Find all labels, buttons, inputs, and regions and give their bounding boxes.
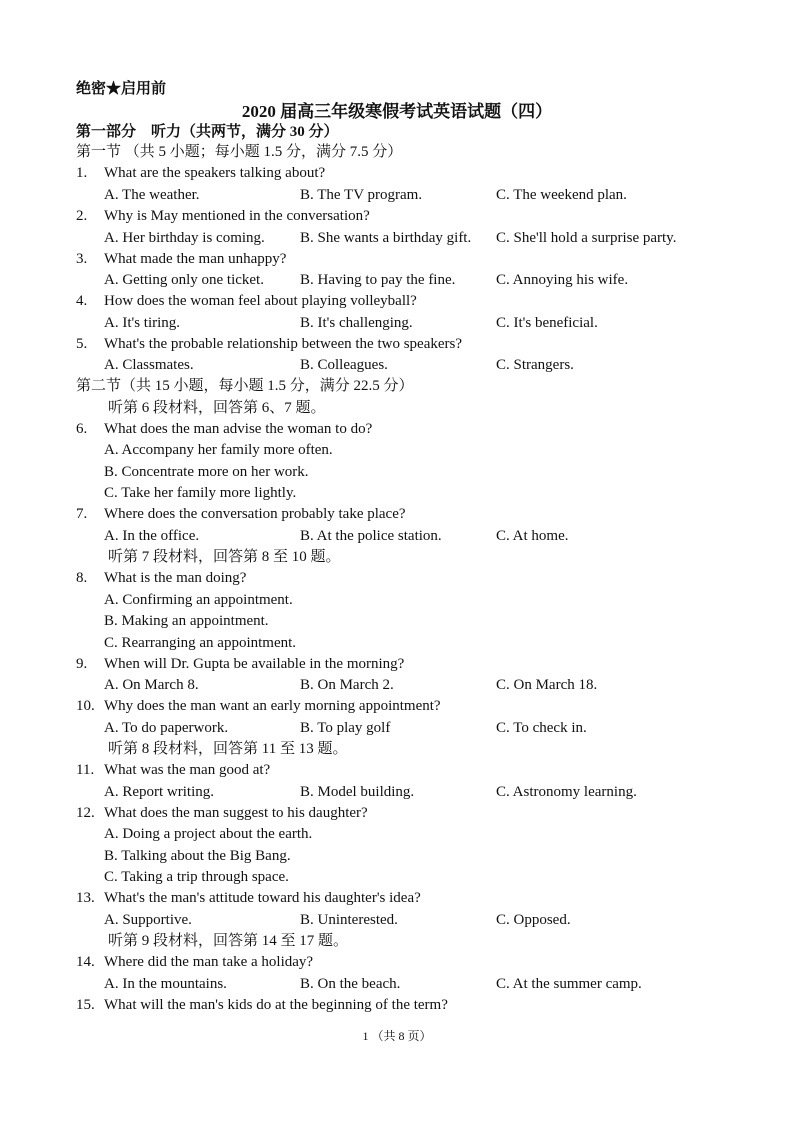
options-line [0,227,794,249]
option-a: A. In the mountains. [104,976,227,992]
options-line [0,269,794,291]
options-line [0,973,794,995]
options-line [0,781,794,803]
question-line [0,162,794,184]
part-heading: 第一部分 听力（共两节，满分 30 分） [76,124,339,140]
question-number: 10. [76,698,95,714]
option-c: C. Take her family more lightly. [104,485,297,501]
option-c: C. On March 18. [496,677,598,693]
instruction-line [0,546,794,568]
instruction-line [0,930,794,952]
option-a: A. Classmates. [104,357,194,373]
option-a: A. Getting only one ticket. [104,272,264,288]
question-number: 11. [76,762,95,778]
option-c: C. Strangers. [496,357,574,373]
question-line [0,567,794,589]
option-a: A. In the office. [104,528,200,544]
page-title: 2020 届高三年级寒假考试英语试题（四） [241,102,553,121]
option-c: C. Astronomy learning. [496,784,637,800]
question-text: What does the man suggest to his daughter? [104,805,368,821]
question-text: Where did the man take a holiday? [104,954,314,970]
question-number: 15. [76,997,95,1013]
question-line [0,418,794,440]
question-line [0,503,794,525]
question-number: 9. [76,656,88,672]
question-text: What does the man advise the woman to do? [104,421,373,437]
listening-instruction: 听第 6 段材料，回答第 6、7 题。 [108,400,326,416]
question-text: What are the speakers talking about? [104,165,326,181]
option-c: C. To check in. [496,720,587,736]
listening-instruction: 听第 7 段材料，回答第 8 至 10 题。 [108,549,341,565]
option-b: B. On the beach. [300,976,401,992]
option-b: B. On March 2. [300,677,394,693]
option-c: C. At home. [496,528,569,544]
option-line [0,439,794,461]
option-a: A. To do paperwork. [104,720,229,736]
option-b: B. The TV program. [300,187,423,203]
option-b: B. Talking about the Big Bang. [104,848,291,864]
question-line [0,802,794,824]
option-a: A. Supportive. [104,912,192,928]
option-a: A. It's tiring. [104,315,181,331]
option-c: C. Taking a trip through space. [104,869,289,885]
options-line [0,312,794,334]
question-line [0,653,794,675]
option-line [0,866,794,888]
question-number: 6. [76,421,88,437]
listening-instruction: 听第 9 段材料，回答第 14 至 17 题。 [108,933,349,949]
question-text: What made the man unhappy? [104,251,287,267]
option-b: B. Model building. [300,784,415,800]
option-a: A. Confirming an appointment. [104,592,293,608]
options-line [0,525,794,547]
option-a: A. Report writing. [104,784,214,800]
secret-label: 绝密★启用前 [76,81,167,97]
option-line [0,482,794,504]
options-line [0,184,794,206]
options-line [0,717,794,739]
option-c: C. Rearranging an appointment. [104,635,297,651]
option-a: A. Her birthday is coming. [104,230,265,246]
section-heading [0,375,794,397]
question-number: 3. [76,251,88,267]
option-line [0,589,794,611]
question-line [0,290,794,312]
option-line [0,461,794,483]
option-b: B. To play golf [300,720,391,736]
option-a: A. Doing a project about the earth. [104,826,313,842]
option-c: C. Annoying his wife. [496,272,629,288]
option-b: B. Uninterested. [300,912,398,928]
instruction-line [0,397,794,419]
question-text: Where does the conversation probably take place? [104,506,406,522]
option-c: C. It's beneficial. [496,315,598,331]
question-text: Why does the man want an early morning appointment? [104,698,441,714]
option-b: B. Colleagues. [300,357,388,373]
question-number: 13. [76,890,95,906]
question-line [0,248,794,270]
question-text: What's the probable relationship between the two speakers? [104,336,462,352]
option-line [0,610,794,632]
question-text: Why is May mentioned in the conversation? [104,208,370,224]
question-text: What will the man's kids do at the beginning of the term? [104,997,448,1013]
question-number: 4. [76,293,88,309]
option-c: C. At the summer camp. [496,976,642,992]
question-line [0,887,794,909]
question-text: What was the man good at? [104,762,271,778]
options-line [0,674,794,696]
option-a: A. On March 8. [104,677,199,693]
question-line [0,205,794,227]
listening-instruction: 听第 8 段材料，回答第 11 至 13 题。 [108,741,348,757]
option-b: B. Making an appointment. [104,613,269,629]
options-line [0,909,794,931]
question-line [0,951,794,973]
question-number: 5. [76,336,88,352]
question-line [0,333,794,355]
option-c: C. She'll hold a surprise party. [496,230,677,246]
option-b: B. She wants a birthday gift. [300,230,472,246]
question-text: How does the woman feel about playing volleyball? [104,293,417,309]
option-a: A. The weather. [104,187,200,203]
question-line [0,994,794,1016]
question-line [0,759,794,781]
question-number: 8. [76,570,88,586]
question-number: 12. [76,805,95,821]
question-text: When will Dr. Gupta be available in the morning? [104,656,405,672]
section-1-heading: 第一节 （共 5 小题；每小题 1.5 分，满分 7.5 分） [76,144,403,160]
option-b: B. It's challenging. [300,315,413,331]
question-text: What's the man's attitude toward his daughter's idea? [104,890,421,906]
question-number: 2. [76,208,88,224]
option-b: B. At the police station. [300,528,442,544]
page-number: 1 （共 8 页） [362,1029,432,1043]
option-line [0,845,794,867]
question-number: 14. [76,954,95,970]
options-line [0,354,794,376]
question-number: 1. [76,165,88,181]
question-number: 7. [76,506,88,522]
question-text: What is the man doing? [104,570,247,586]
option-b: B. Having to pay the fine. [300,272,456,288]
question-line [0,695,794,717]
section-2-heading: 第二节（共 15 小题，每小题 1.5 分，满分 22.5 分） [76,378,414,394]
instruction-line [0,738,794,760]
section-heading [0,141,794,163]
option-c: C. Opposed. [496,912,571,928]
option-a: A. Accompany her family more often. [104,442,333,458]
option-b: B. Concentrate more on her work. [104,464,309,480]
option-c: C. The weekend plan. [496,187,627,203]
option-line [0,632,794,654]
option-line [0,823,794,845]
